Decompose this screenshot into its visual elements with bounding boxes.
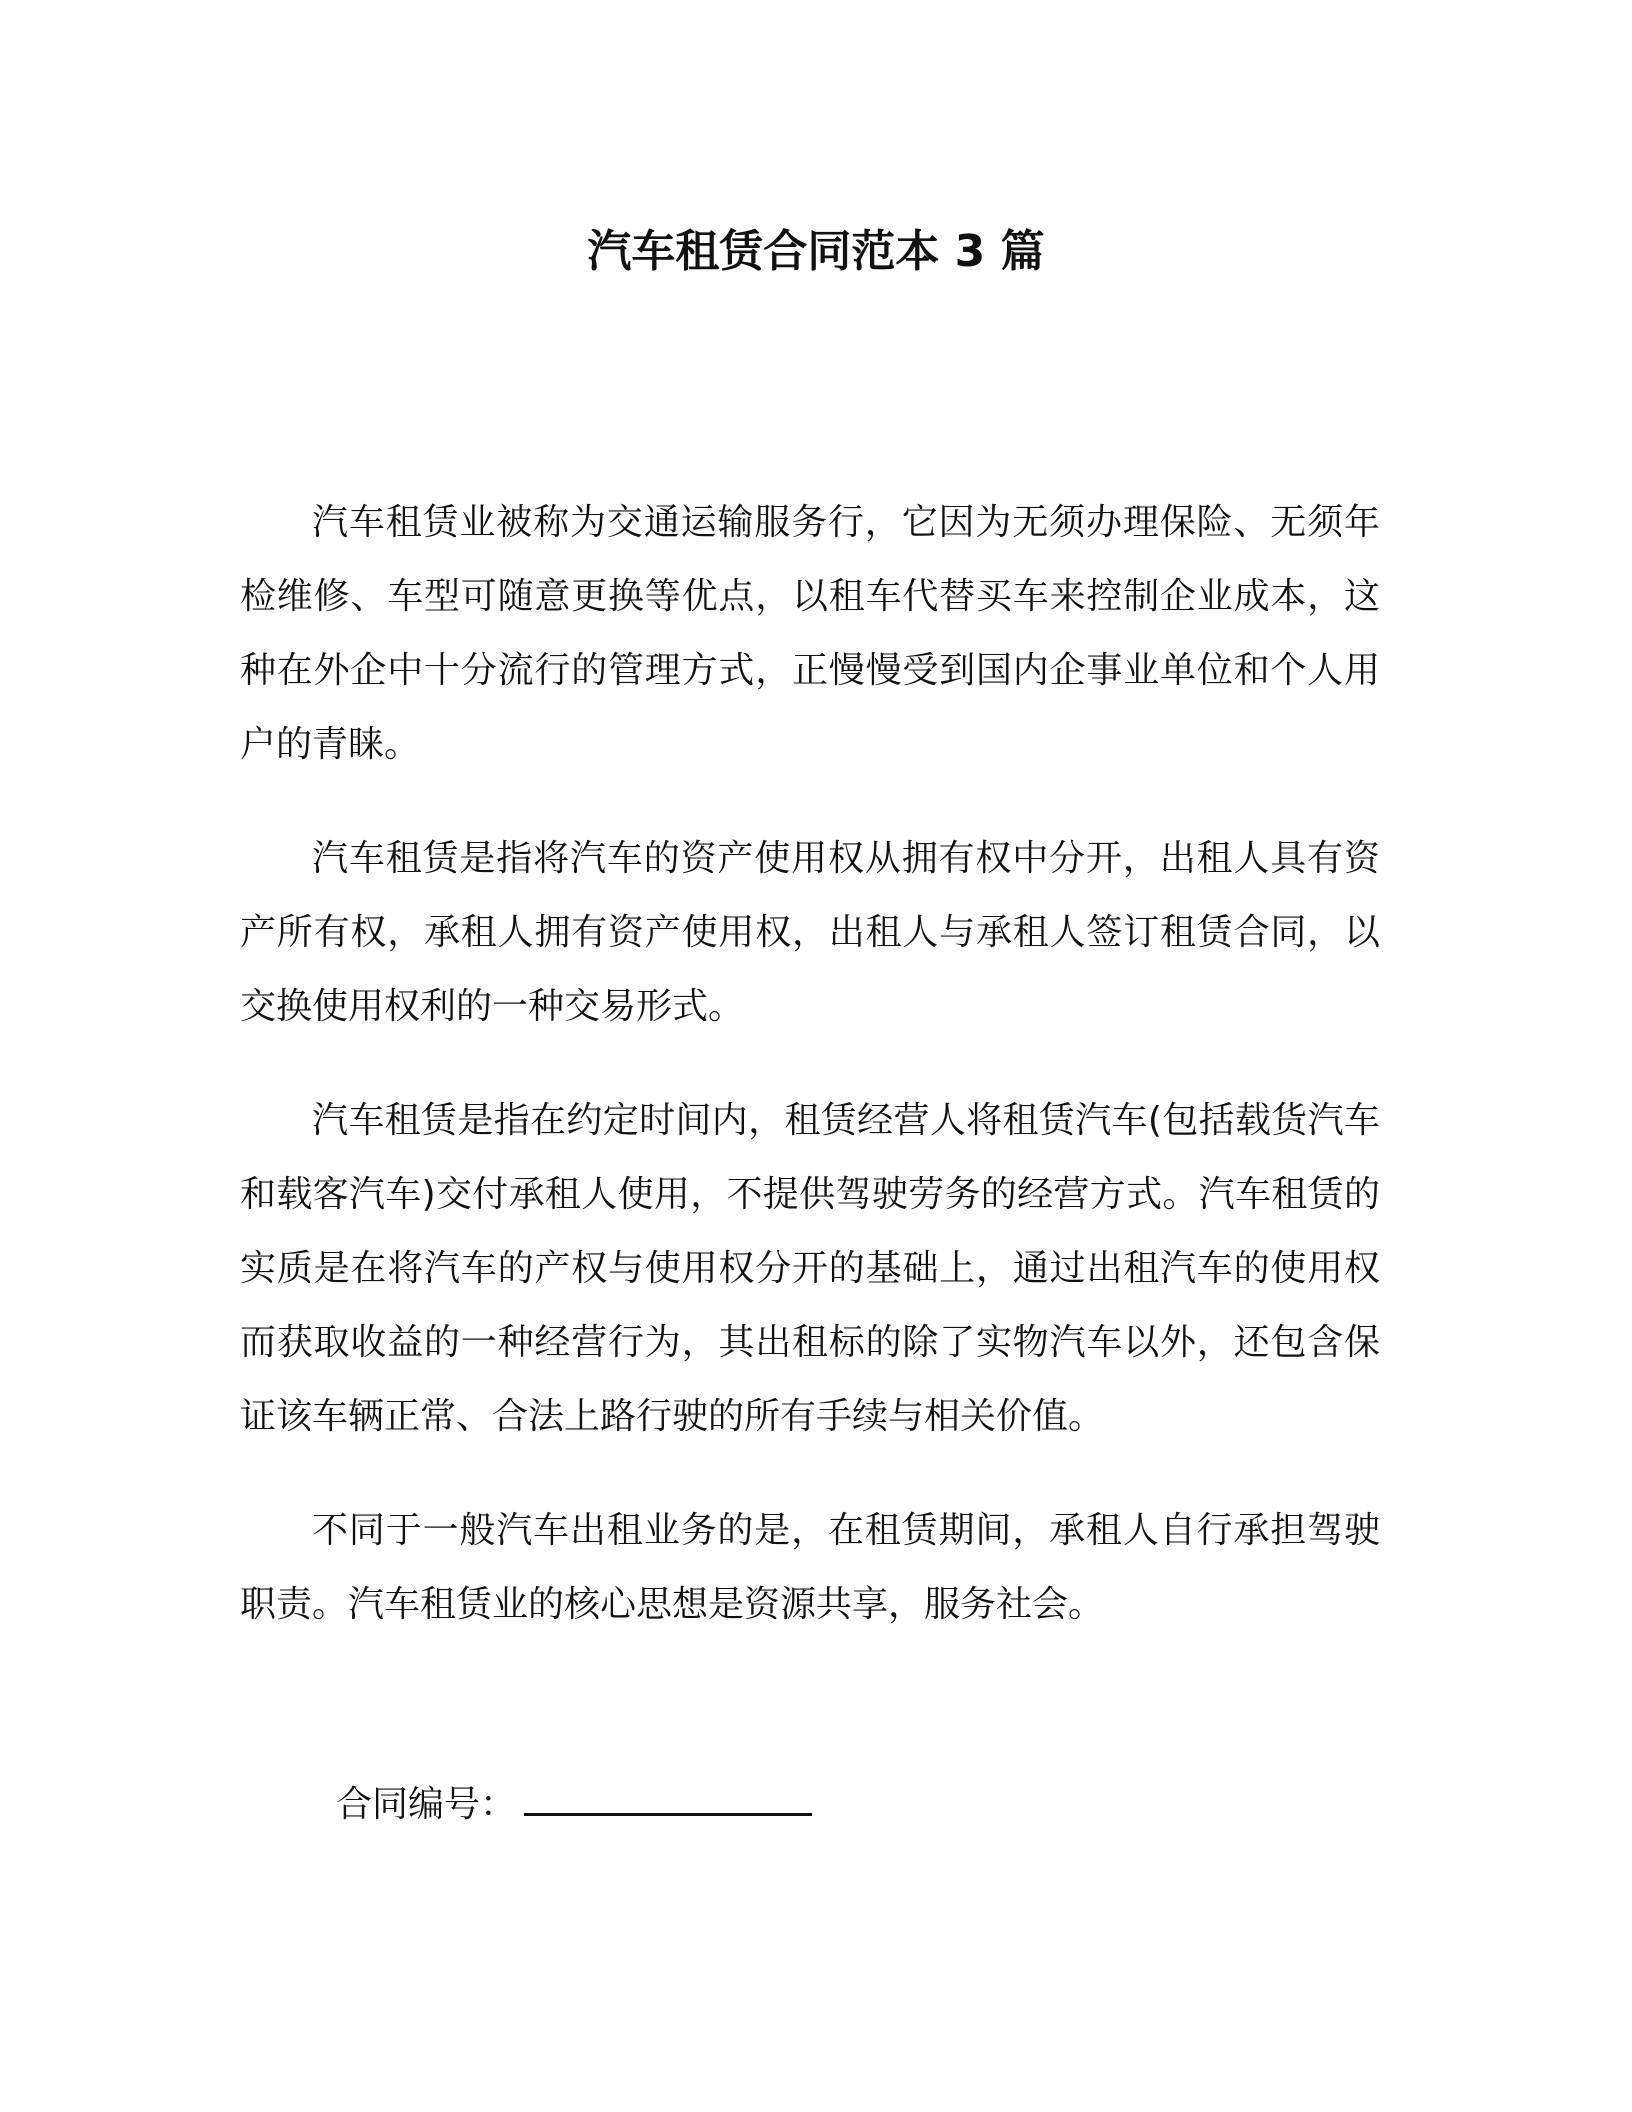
paragraph-1: 汽车租赁业被称为交通运输服务行，它因为无须办理保险、无须年检维修、车型可随意更换等优点，以租车代替买车来控制企业成本，这种在外企中十分流行的管理方式，正慢慢受到国内企事业单位和个人用户的青睐。 [240,502,1380,765]
document-title: 汽车租赁合同范本 3 篇 [587,226,1045,277]
contract-number-label: 合同编号： [336,1784,517,1825]
contract-number-blank [524,1777,812,1816]
paragraph-2: 汽车租赁是指将汽车的资产使用权从拥有权中分开，出租人具有资产所有权，承租人拥有资产使用权，出租人与承租人签订租赁合同，以交换使用权利的一种交易形式。 [240,838,1380,1027]
paragraph-4: 不同于一般汽车出租业务的是，在租赁期间，承租人自行承担驾驶职责。汽车租赁业的核心思想是资源共享，服务社会。 [240,1510,1380,1625]
document-body [240,486,1380,1682]
paragraph-3: 汽车租赁是指在约定时间内，租赁经营人将租赁汽车(包括载货汽车和载客汽车)交付承租人使用，不提供驾驶劳务的经营方式。汽车租赁的实质是在将汽车的产权与使用权分开的基础上，通过出租汽车的使用权而获取收益的一种经营行为，其出租标的除了实物汽车以外，还包含保证该车辆正常、合法上路行驶的所有手续与相关价值。 [240,1100,1380,1437]
contract-number-line [336,1775,812,1835]
